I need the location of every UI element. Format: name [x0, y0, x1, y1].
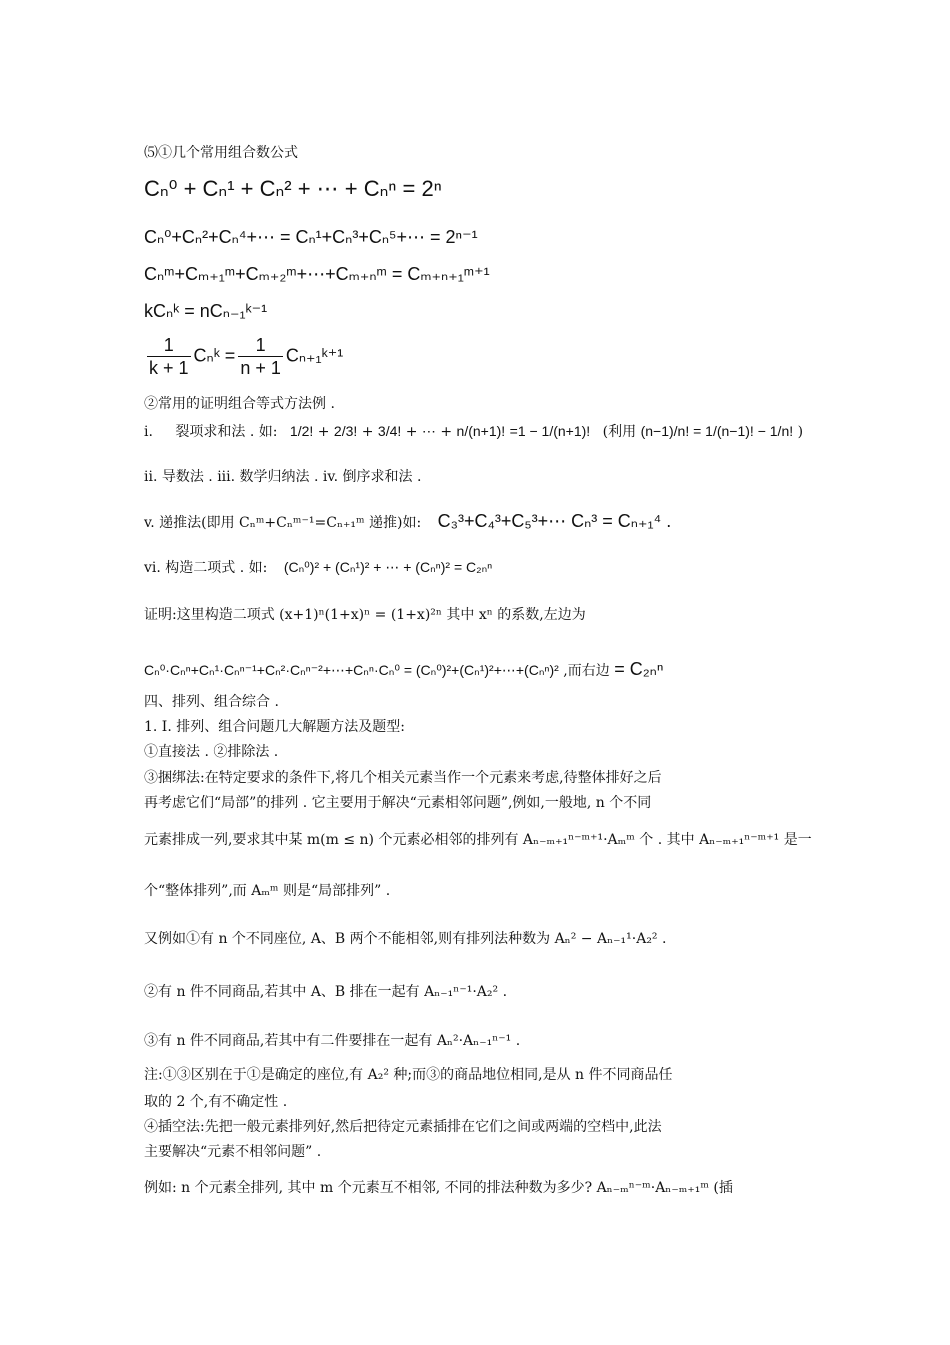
method-v-line: v. 递推法(即用 Cₙᵐ+Cₙᵐ⁻¹=Cₙ₊₁ᵐ 递推)如: C₃³+C₄³+C₅³+⋯ Cₙ³ = Cₙ₊₁⁴ .: [144, 511, 672, 531]
method-3-line-1: ③捆绑法:在特定要求的条件下,将几个相关元素当作一个元素来考虑,待整体排好之后: [144, 770, 662, 786]
method-3-line-2: 再考虑它们“局部”的排列 . 它主要用于解决“元素相邻问题”,例如,一般地, n 个不同: [144, 795, 652, 811]
formula-fraction-identity: $\frac{1}{k + 1}$ Cₙᵏ = $\frac{1}{n + 1}$ Cₙ₊₁ᵏ⁺¹: [149, 335, 344, 378]
section-4-heading: 四、排列、组合综合 .: [144, 694, 279, 710]
note-line-2: 取的 2 个,有不确定性 .: [144, 1094, 288, 1110]
method-3-line-3: 元素排成一列,要求其中某 m(m ≤ n) 个元素必相邻的排列有 Aₙ₋ₘ₊₁ⁿ⁻ᵐ⁺¹·Aₘᵐ 个 . 其中 Aₙ₋ₘ₊₁ⁿ⁻ᵐ⁺¹ 是一: [144, 832, 812, 848]
proof-lhs: Cₙ⁰·Cₙⁿ+Cₙ¹·Cₙⁿ⁻¹+Cₙ²·Cₙⁿ⁻²+⋯+Cₙⁿ·Cₙ⁰ = (Cₙ⁰)²+(Cₙ¹)²+⋯+(Cₙⁿ)²: [144, 662, 559, 678]
series-term: n/(n+1)!: [456, 423, 506, 439]
method-4-line-1: ④插空法:先把一般元素排列好,然后把待定元素插排在它们之间或两端的空档中,此法: [144, 1119, 662, 1135]
series-result: =1 − 1/(n+1)!: [509, 423, 591, 439]
method-3-line-4: 个“整体排列”,而 Aₘᵐ 则是“局部排列” .: [144, 883, 391, 899]
note-formula: (n−1)/n! = 1/(n−1)! − 1/n!: [640, 423, 794, 439]
fraction: $\frac{1}{n + 1}$: [240, 335, 281, 378]
series-term: 3/4!: [377, 423, 402, 439]
example-3: ③有 n 件不同商品,若其中有二件要排在一起有 Aₙ²·Aₙ₋₁ⁿ⁻¹ .: [144, 1033, 521, 1049]
series-term: 2/3!: [333, 423, 358, 439]
section-5-heading: ⑸①几个常用组合数公式: [144, 145, 298, 161]
formula-even-odd-sum: Cₙ⁰+Cₙ²+Cₙ⁴+⋯ = Cₙ¹+Cₙ³+Cₙ⁵+⋯ = 2ⁿ⁻¹: [144, 227, 478, 247]
section-2-heading: ②常用的证明组合等式方法例 .: [144, 396, 335, 412]
example-2: ②有 n 件不同商品,若其中 A、B 排在一起有 Aₙ₋₁ⁿ⁻¹·A₂² .: [144, 984, 508, 1000]
proof-formula-line: Cₙ⁰·Cₙⁿ+Cₙ¹·Cₙⁿ⁻¹+Cₙ²·Cₙⁿ⁻²+⋯+Cₙⁿ·Cₙ⁰ = (Cₙ⁰)²+(Cₙ¹)²+⋯+(Cₙⁿ)² ,而右边 = C₂ₙⁿ: [144, 659, 664, 679]
section-4-1: 1. I. 排列、组合问题几大解题方法及题型:: [144, 719, 405, 735]
formula-sum-of-combinations: Cₙ⁰ + Cₙ¹ + Cₙ² + ⋯ + Cₙⁿ = 2ⁿ: [144, 176, 442, 201]
methods-1-2: ①直接法 . ②排除法 .: [144, 744, 279, 760]
methods-ii-iv: ii. 导数法 . iii. 数学归纳法 . iv. 倒序求和法 .: [144, 469, 422, 485]
method-4-example: 例如: n 个元素全排列, 其中 m 个元素互不相邻, 不同的排法种数为多少? Aₙ₋ₘⁿ⁻ᵐ·Aₙ₋ₘ₊₁ᵐ (插: [144, 1180, 733, 1196]
series-term: 1/2!: [289, 423, 314, 439]
binomial-formula: (Cₙ⁰)² + (Cₙ¹)² + ⋯ + (Cₙⁿ)² = C₂ₙⁿ: [283, 559, 493, 575]
method-i-line: i. 裂项求和法 . 如: 1/2! + 2/3! + 3/4! + ⋯ + n/(n+1)! =1 − 1/(n+1)! (利用 (n−1)/n! = 1/(n−1)! − 1/n! ): [144, 423, 804, 440]
method-vi-line: vi. 构造二项式 . 如: (Cₙ⁰)² + (Cₙ¹)² + ⋯ + (Cₙⁿ)² = C₂ₙⁿ: [144, 559, 493, 576]
fraction: $\frac{1}{k + 1}$: [149, 335, 189, 378]
proof-line: 证明:这里构造二项式 (x+1)ⁿ(1+x)ⁿ = (1+x)²ⁿ 其中 xⁿ 的系数,左边为: [144, 607, 586, 623]
recursion-formula: C₃³+C₄³+C₅³+⋯ Cₙ³ = Cₙ₊₁⁴ .: [437, 511, 672, 531]
method-4-line-2: 主要解决“元素不相邻问题” .: [144, 1144, 322, 1160]
formula-hockey-stick: Cₙᵐ+Cₘ₊₁ᵐ+Cₘ₊₂ᵐ+⋯+Cₘ₊ₙᵐ = Cₘ₊ₙ₊₁ᵐ⁺¹: [144, 264, 490, 284]
proof-rhs: = C₂ₙⁿ: [614, 659, 664, 679]
example-1: 又例如①有 n 个不同座位, A、B 两个不能相邻,则有排列法种数为 Aₙ² − Aₙ₋₁¹·A₂² .: [144, 931, 667, 947]
formula-k-identity: kCₙᵏ = nCₙ₋₁ᵏ⁻¹: [144, 301, 268, 321]
note-line-1: 注:①③区别在于①是确定的座位,有 A₂² 种;而③的商品地位相同,是从 n 件不同商品任: [144, 1067, 673, 1083]
